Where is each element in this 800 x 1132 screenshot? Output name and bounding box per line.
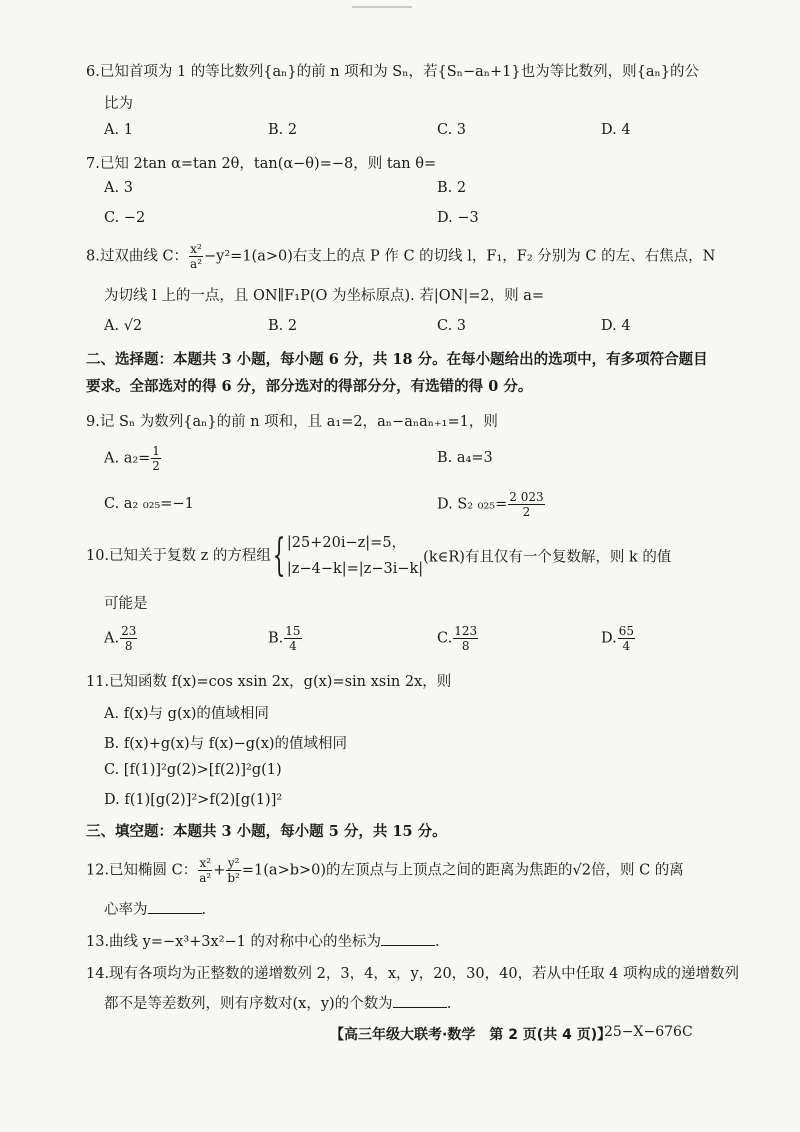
question-14: 14.现有各项均为正整数的递增数列 2，3，4，x，y，20，30，40，若从中任取 4 项构成的递增数列 <box>86 966 740 982</box>
q6-option-d[interactable]: D. 4 <box>601 122 631 138</box>
question-9: 9.记 Sₙ 为数列{aₙ}的前 n 项和，且 a₁=2，aₙ−aₙaₙ₊₁=1，则 <box>86 414 498 430</box>
equation-system <box>287 530 423 582</box>
q10-option-b[interactable] <box>268 624 303 653</box>
q9-a-prefix: A. a₂= <box>104 450 151 467</box>
q8-line2: 为切线 l 上的一点，且 ON∥F₁P(O 为坐标原点). 若|ON|=2，则 a= <box>104 288 545 304</box>
q9-option-b[interactable]: B. a₄=3 <box>437 450 493 466</box>
q12-plus: + <box>213 862 226 879</box>
q12-den1: a² <box>199 871 212 885</box>
q8-prefix: 8.过双曲线 C： <box>86 248 189 265</box>
q12-fraction-x <box>198 856 212 885</box>
q9-d-den: 2 <box>522 505 531 519</box>
question-10 <box>86 530 716 582</box>
q12-line2 <box>104 898 206 919</box>
q8-frac-den: a² <box>190 257 203 271</box>
q8-option-b[interactable]: B. 2 <box>268 318 298 334</box>
q11-option-c[interactable]: C. [f(1)]²g(2)>[f(2)]²g(1) <box>104 762 282 778</box>
q12-num2: y² <box>227 856 240 870</box>
q14-end: . <box>446 996 452 1012</box>
q6-option-a[interactable]: A. 1 <box>104 122 133 138</box>
q14-line2 <box>104 992 451 1013</box>
q9-d-fraction <box>508 490 544 519</box>
q8-option-a[interactable]: A. √2 <box>104 318 143 334</box>
question-11: 11.已知函数 f(x)=cos xsin 2x，g(x)=sin xsin 2x，则 <box>86 674 452 690</box>
q10-c-den: 8 <box>461 639 470 653</box>
q10-c-label: C. <box>437 630 453 647</box>
q10-d-label: D. <box>601 630 617 647</box>
q10-a-den: 8 <box>124 639 133 653</box>
page-footer: 【高三年级大联考·数学 第 2 页(共 4 页)】 <box>330 1027 612 1043</box>
q10-option-d[interactable] <box>601 624 636 653</box>
q10-d-den: 4 <box>622 639 631 653</box>
q9-option-d[interactable] <box>437 490 546 519</box>
q10-b-den: 4 <box>289 639 297 653</box>
q6-option-b[interactable]: B. 2 <box>268 122 298 138</box>
question-12 <box>86 856 716 885</box>
q12-num1: x² <box>199 856 212 870</box>
q14-line2-text: 都不是等差数列，则有序数对(x，y)的个数为 <box>104 996 393 1012</box>
system-brace: { <box>272 530 286 581</box>
q11-option-d[interactable]: D. f(1)[g(2)]²>f(2)[g(1)]² <box>104 792 283 808</box>
q10-b-label: B. <box>268 630 284 647</box>
q13-text: 13.曲线 y=−x³+3x²−1 的对称中心的坐标为 <box>86 934 381 950</box>
q9-a-den: 2 <box>152 459 160 473</box>
q9-d-prefix: D. S₂ ₀₂₅= <box>437 496 508 513</box>
q10-c-fraction <box>453 624 478 653</box>
q10-a-num: 23 <box>121 624 137 638</box>
q7-option-c[interactable]: C. −2 <box>104 210 146 226</box>
q10-b-num: 15 <box>285 624 301 638</box>
q13-end: . <box>435 934 440 950</box>
q9-d-num: 2 023 <box>509 490 544 504</box>
q10-b-fraction <box>284 624 301 653</box>
section-2-heading: 二、选择题：本题共 3 小题，每小题 6 分，共 18 分。在每小题给出的选项中，有多项符合题目要求。全部选对的得 6 分，部分选对的得部分分，有选错的得 0 分。 <box>86 351 708 395</box>
q8-frac-num: x² <box>190 242 202 256</box>
q10-line2: 可能是 <box>104 596 148 612</box>
q11-option-b[interactable]: B. f(x)+g(x)与 f(x)−g(x)的值域相同 <box>104 736 348 752</box>
q7-option-a[interactable]: A. 3 <box>104 180 133 196</box>
q12-fraction-y <box>226 856 241 885</box>
q14-answer-blank[interactable] <box>393 993 447 1008</box>
question-13 <box>86 930 716 951</box>
q6-line2: 比为 <box>104 96 133 112</box>
q8-option-d[interactable]: D. 4 <box>601 318 631 334</box>
q10-c-num: 123 <box>454 624 478 638</box>
q10-a-fraction <box>120 624 137 653</box>
question-7: 7.已知 2tan α=tan 2θ，tan(α−θ)=−8，则 tan θ= <box>86 156 437 172</box>
q12-den2: b² <box>227 871 240 885</box>
question-6 <box>86 60 716 81</box>
q11-option-a[interactable]: A. f(x)与 g(x)的值域相同 <box>104 706 269 722</box>
scan-mark <box>352 6 412 8</box>
q12-answer-blank[interactable] <box>148 899 202 914</box>
q10-option-c[interactable] <box>437 624 479 653</box>
q8-rest: −y²=1(a>0)右支上的点 P 作 C 的切线 l，F₁，F₂ 分别为 C 的左、右焦点，N <box>204 248 716 265</box>
q10-d-num: 65 <box>618 624 634 638</box>
q10-suffix: (k∈R)有且仅有一个复数解，则 k 的值 <box>423 549 672 566</box>
q8-option-c[interactable]: C. 3 <box>437 318 467 334</box>
q10-d-fraction <box>618 624 635 653</box>
q12-line2-text: 心率为 <box>104 902 148 918</box>
q12-end: . <box>201 902 207 918</box>
q10-eq1: |25+20i−z|=5， <box>286 535 407 551</box>
q6-option-c[interactable]: C. 3 <box>437 122 467 138</box>
section-3-heading: 三、填空题：本题共 3 小题，每小题 5 分，共 15 分。 <box>86 823 447 840</box>
q6-line1: 6.已知首项为 1 的等比数列{aₙ}的前 n 项和为 Sₙ，若{Sₙ−aₙ+1}也为等比数列，则{aₙ}的公 <box>86 64 699 80</box>
q7-option-b[interactable]: B. 2 <box>437 180 467 196</box>
q9-option-c[interactable]: C. a₂ ₀₂₅=−1 <box>104 496 194 512</box>
q12-rest: =1(a>b>0)的左顶点与上顶点之间的距离为焦距的√2倍，则 C 的离 <box>241 862 684 879</box>
q9-a-num: 1 <box>152 444 160 458</box>
q10-eq2: |z−4−k|=|z−3i−k| <box>286 561 424 577</box>
q10-option-a[interactable] <box>104 624 138 653</box>
q10-a-label: A. <box>104 630 120 647</box>
q10-prefix: 10.已知关于复数 z 的方程组 <box>86 548 271 564</box>
exam-code: 25−X−676C <box>604 1024 693 1040</box>
q9-a-fraction <box>151 444 161 473</box>
q9-option-a[interactable] <box>104 444 162 473</box>
q13-answer-blank[interactable] <box>381 931 435 946</box>
q8-fraction <box>189 242 203 271</box>
q12-prefix: 12.已知椭圆 C： <box>86 862 198 879</box>
question-8 <box>86 242 716 271</box>
q7-option-d[interactable]: D. −3 <box>437 210 479 226</box>
